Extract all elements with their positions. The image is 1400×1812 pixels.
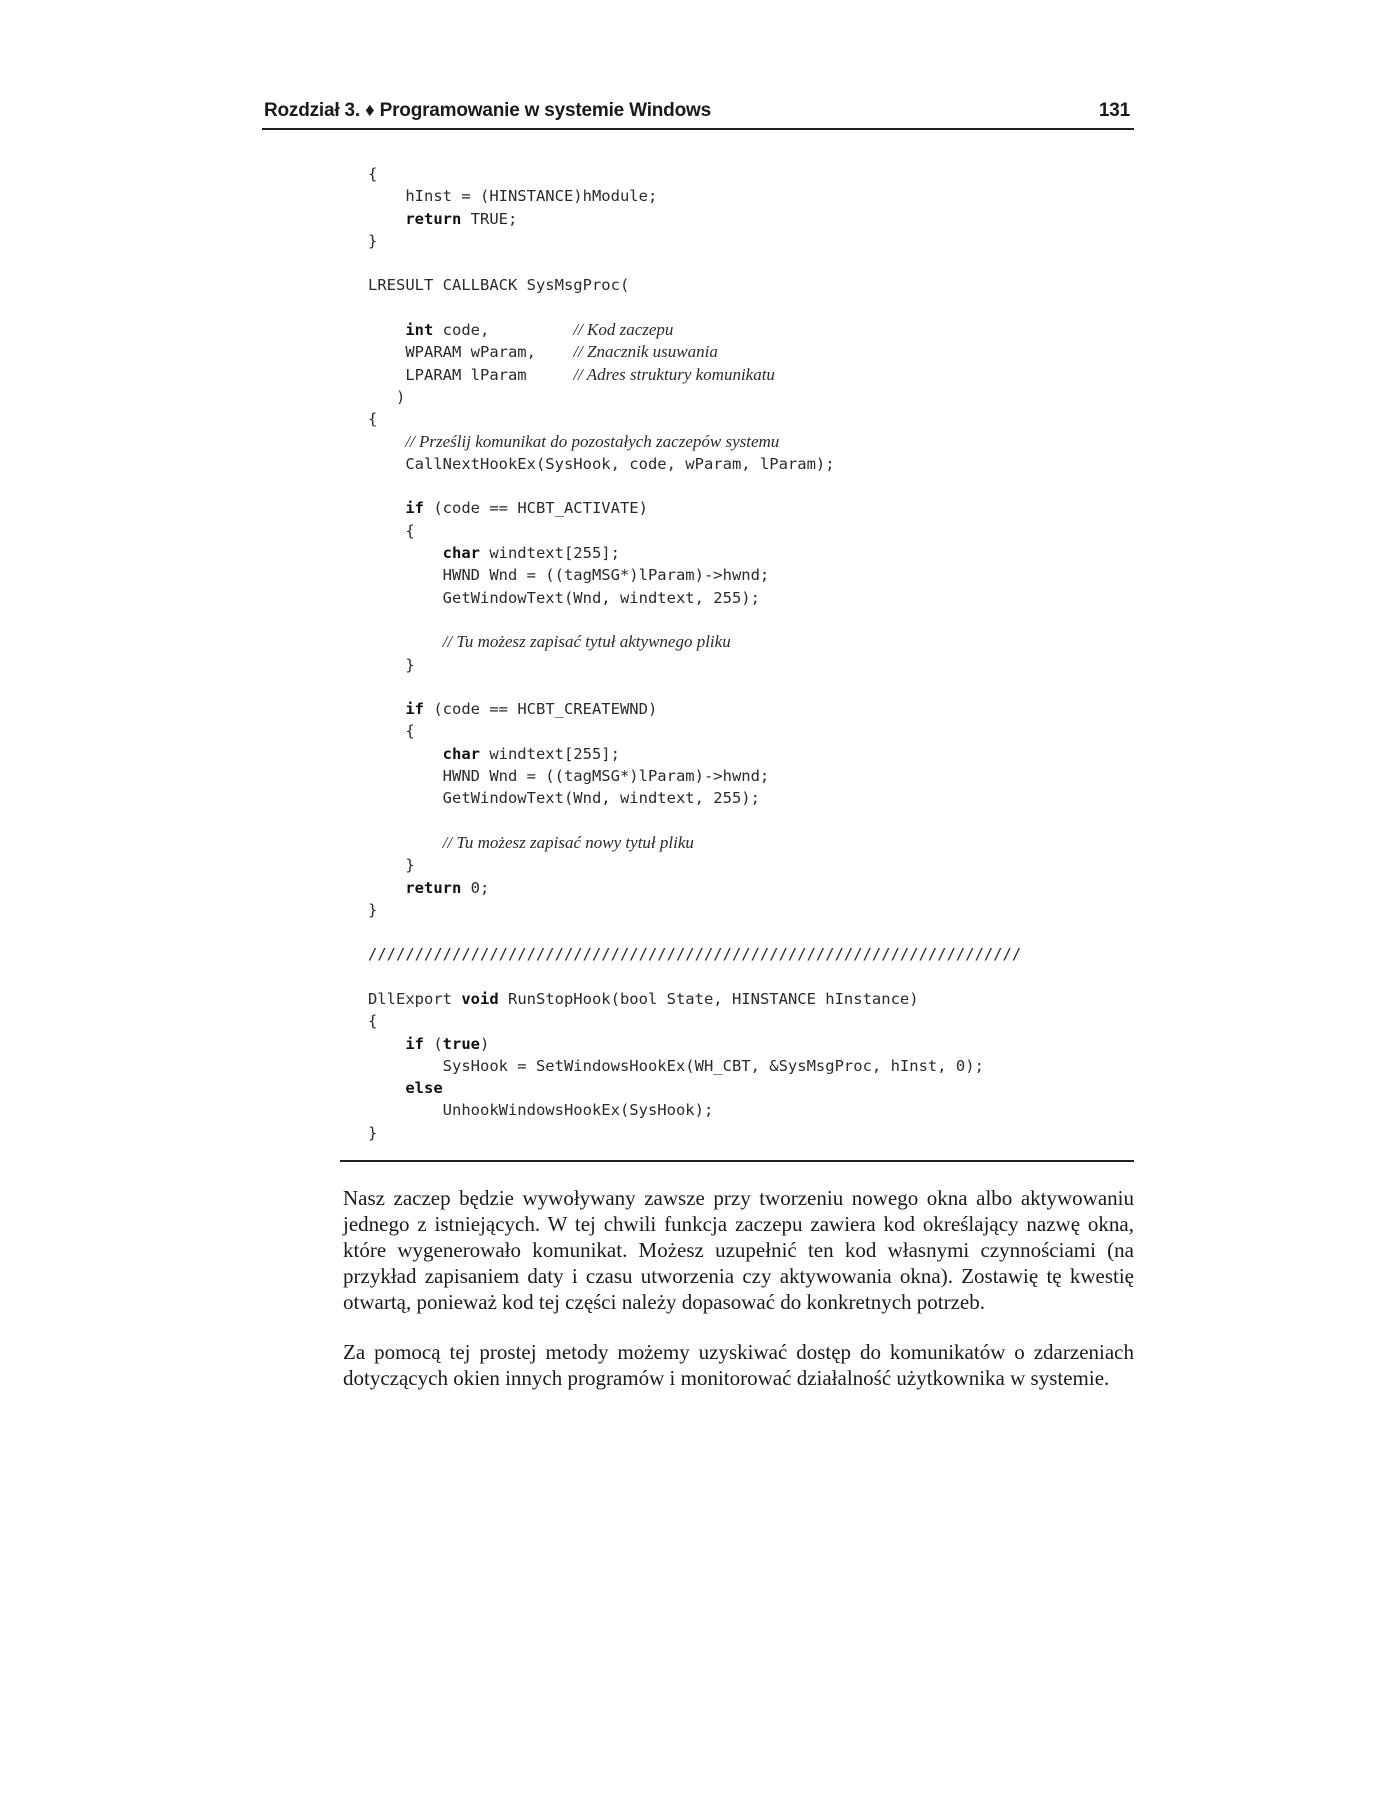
code-line: [368, 988, 1021, 1010]
code-text: [368, 210, 405, 228]
code-line: [368, 810, 1021, 832]
body-text: [343, 1185, 1134, 1415]
running-title: Rozdział 3. ♦ Programowanie w systemie Windows: [264, 100, 711, 121]
code-line: [368, 899, 1021, 921]
code-line: [368, 966, 1021, 988]
code-line: [368, 609, 1021, 631]
code-line: [368, 832, 1021, 854]
code-line: [368, 1099, 1021, 1121]
code-keyword: int: [405, 321, 434, 340]
code-line: [368, 720, 1021, 742]
code-text: [368, 700, 405, 718]
code-text: (code == HCBT_ACTIVATE): [424, 499, 648, 518]
code-text: CallNextHookEx(SysHook, code, wParam, lParam);: [368, 454, 835, 473]
code-text: ): [480, 1034, 490, 1053]
code-comment: // Prześlij komunikat do pozostałych zaczepów systemu: [405, 431, 780, 451]
code-comment: // Kod zaczepu: [573, 320, 674, 340]
code-text: hInst = (HINSTANCE)hModule;: [368, 187, 658, 206]
code-keyword: return: [405, 878, 462, 897]
code-line: [368, 274, 1021, 296]
code-comment: // Adres struktury komunikatu: [573, 364, 775, 384]
listing-end-rule: [340, 1160, 1134, 1162]
code-line: [368, 431, 1021, 453]
code-line: [368, 386, 1021, 408]
code-text: [368, 1035, 405, 1053]
code-line: [368, 698, 1021, 720]
code-text: LPARAM lParam: [368, 365, 574, 384]
code-text: }: [368, 856, 415, 875]
page-number: 131: [1098, 100, 1130, 121]
code-line: [368, 497, 1021, 519]
code-comment: // Znacznik usuwania: [573, 342, 718, 362]
code-text: windtext[255];: [479, 744, 620, 763]
code-text: ): [368, 387, 406, 406]
code-text: }: [368, 1123, 378, 1142]
code-line: [368, 230, 1021, 252]
code-keyword: char: [442, 744, 480, 763]
code-keyword: true: [442, 1034, 480, 1053]
code-text: [368, 433, 405, 451]
code-line: [368, 341, 1021, 363]
code-line: [368, 1077, 1021, 1099]
code-keyword: if: [405, 1034, 424, 1053]
code-line: [368, 854, 1021, 876]
code-text: UnhookWindowsHookEx(SysHook);: [368, 1101, 714, 1120]
code-text: HWND Wnd = ((tagMSG*)lParam)->hwnd;: [368, 566, 770, 585]
code-text: [368, 544, 443, 562]
code-line: [368, 877, 1021, 899]
code-text: [368, 1079, 405, 1097]
code-keyword: char: [442, 544, 480, 563]
code-line: [368, 475, 1021, 497]
code-keyword: if: [405, 499, 424, 518]
code-text: {: [368, 722, 415, 741]
code-text: {: [368, 521, 415, 540]
code-text: }: [368, 231, 378, 250]
code-line: [368, 654, 1021, 676]
code-text: code,: [433, 321, 574, 340]
code-keyword: return: [405, 209, 462, 228]
code-text: (: [424, 1034, 443, 1053]
paragraph: Za pomocą tej prostej metody możemy uzyskiwać dostęp do komunikatów o zdarzeniach dotyczących okien innych programów i monitorować działalność użytkownika w systemie.: [343, 1340, 1134, 1390]
code-line: [368, 185, 1021, 207]
code-text: [368, 321, 405, 339]
code-line: [368, 787, 1021, 809]
code-keyword: if: [405, 700, 424, 719]
code-text: WPARAM wParam,: [368, 343, 574, 362]
code-keyword: void: [461, 989, 499, 1008]
code-line: [368, 319, 1021, 341]
code-line: [368, 676, 1021, 698]
code-line: [368, 765, 1021, 787]
code-text: [368, 879, 405, 897]
code-line: [368, 1055, 1021, 1077]
code-text: windtext[255];: [479, 544, 620, 563]
code-line: [368, 208, 1021, 230]
code-line: [368, 743, 1021, 765]
code-line: [368, 542, 1021, 564]
code-text: }: [368, 900, 378, 919]
code-text: {: [368, 165, 378, 183]
code-line: [368, 520, 1021, 542]
code-text: HWND Wnd = ((tagMSG*)lParam)->hwnd;: [368, 767, 770, 786]
code-text: }: [368, 655, 415, 674]
code-line: [368, 408, 1021, 430]
code-line: [368, 631, 1021, 653]
code-comment: // Tu możesz zapisać nowy tytuł pliku: [442, 832, 694, 852]
code-line: [368, 453, 1021, 475]
code-text: [368, 834, 443, 852]
running-header: [262, 98, 1134, 130]
code-line: [368, 921, 1021, 943]
code-line: [368, 564, 1021, 586]
code-text: [368, 745, 443, 763]
code-line: [368, 252, 1021, 274]
code-line: [368, 1010, 1021, 1032]
code-comment: // Tu możesz zapisać tytuł aktywnego pliku: [442, 632, 731, 652]
code-text: RunStopHook(bool State, HINSTANCE hInstance): [498, 989, 919, 1008]
code-line: [368, 1122, 1021, 1144]
code-line: [368, 1033, 1021, 1055]
code-text: //////////////////////////////////////////////////////////////////////: [368, 945, 1022, 964]
code-line: [368, 163, 1021, 185]
code-text: (code == HCBT_CREATEWND): [424, 700, 658, 719]
code-text: {: [368, 410, 378, 429]
code-text: GetWindowText(Wnd, windtext, 255);: [368, 789, 760, 808]
code-text: DllExport: [368, 989, 462, 1008]
code-listing: [368, 163, 1021, 1144]
code-line: [368, 943, 1021, 965]
code-text: [368, 499, 405, 517]
code-keyword: else: [405, 1079, 443, 1098]
code-line: [368, 364, 1021, 386]
code-text: TRUE;: [461, 209, 518, 228]
code-text: 0;: [461, 878, 490, 897]
code-line: [368, 587, 1021, 609]
code-text: SysHook = SetWindowsHookEx(WH_CBT, &SysMsgProc, hInst, 0);: [368, 1056, 984, 1075]
code-text: [368, 633, 443, 651]
code-text: LRESULT CALLBACK SysMsgProc(: [368, 276, 630, 295]
paragraph: Nasz zaczep będzie wywoływany zawsze przy tworzeniu nowego okna albo aktywowaniu jednego z istniejących. W tej chwili funkcja zaczepu zawiera kod określający nazwę okna, które wygenerowało komunikat. Możesz uzupełnić ten kod własnymi czynnościami (na przykład zapisaniem daty i czasu utworzenia czy aktywowania okna). Zostawię tę kwestię otwartą, ponieważ kod tej części należy dopasować do konkretnych potrzeb.: [343, 1186, 1134, 1314]
code-text: {: [368, 1012, 378, 1031]
code-text: GetWindowText(Wnd, windtext, 255);: [368, 588, 760, 607]
code-line: [368, 297, 1021, 319]
